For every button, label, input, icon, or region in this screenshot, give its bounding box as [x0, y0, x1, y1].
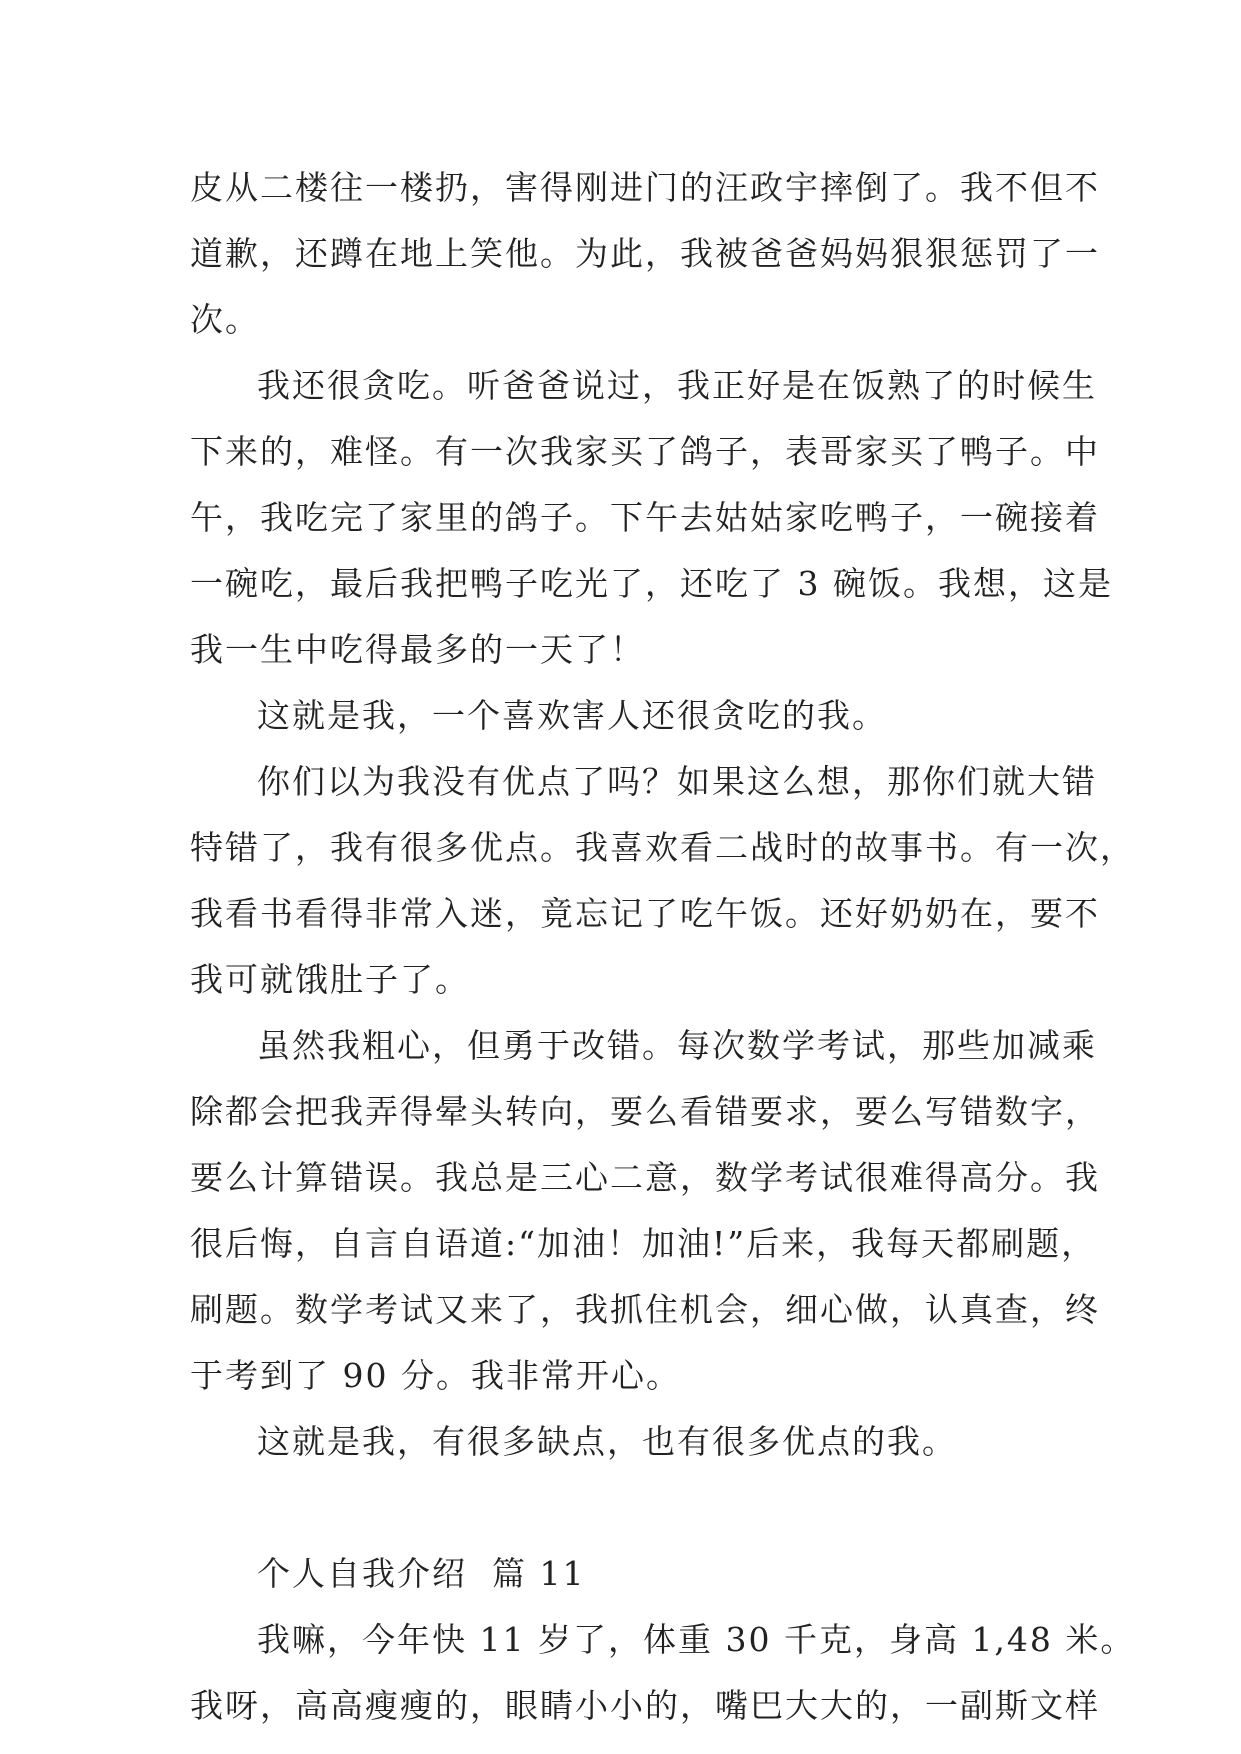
paragraph-line: 刷题。数学考试又来了，我抓住机会，细心做，认真查，终: [190, 1290, 1100, 1329]
paragraph-line: 这就是我，一个喜欢害人还很贪吃的我。: [257, 696, 887, 735]
paragraph-line: 除都会把我弄得晕头转向，要么看错要求，要么写错数字，: [190, 1092, 1100, 1131]
paragraph-line: 一碗吃，最后我把鸭子吃光了，还吃了 3 碗饭。我想，这是: [190, 564, 1113, 603]
paragraph-line: 于考到了 90 分。我非常开心。: [190, 1356, 681, 1395]
paragraph-line: 很后悔，自言自语道:“加油！加油!”后来，我每天都刷题，: [190, 1224, 1097, 1263]
paragraph-line: 皮从二楼往一楼扔，害得刚进门的汪政宇摔倒了。我不但不: [190, 168, 1100, 207]
paragraph-line: 道歉，还蹲在地上笑他。为此，我被爸爸妈妈狠狠惩罚了一: [190, 234, 1100, 273]
paragraph-line: 我嘛，今年快 11 岁了，体重 30 千克，身高 1,48 米。: [257, 1620, 1136, 1659]
paragraph-line: 次。: [190, 300, 260, 339]
paragraph-line: 这就是我，有很多缺点，也有很多优点的我。: [257, 1422, 957, 1461]
section-heading: 个人自我介绍 篇 11: [257, 1554, 586, 1593]
paragraph-line: 下来的，难怪。有一次我家买了鸽子，表哥家买了鸭子。中: [190, 432, 1100, 471]
paragraph-line: 特错了，我有很多优点。我喜欢看二战时的故事书。有一次，: [190, 828, 1135, 867]
paragraph-line: 要么计算错误。我总是三心二意，数学考试很难得高分。我: [190, 1158, 1100, 1197]
paragraph-line: 我还很贪吃。听爸爸说过，我正好是在饭熟了的时候生: [257, 366, 1097, 405]
paragraph-line: 午，我吃完了家里的鸽子。下午去姑姑家吃鸭子，一碗接着: [190, 498, 1100, 537]
paragraph-line: 我一生中吃得最多的一天了！: [190, 630, 645, 669]
paragraph-line: 虽然我粗心，但勇于改错。每次数学考试，那些加减乘: [257, 1026, 1097, 1065]
paragraph-line: 你们以为我没有优点了吗？如果这么想，那你们就大错: [257, 762, 1097, 801]
paragraph-line: 我看书看得非常入迷，竟忘记了吃午饭。还好奶奶在，要不: [190, 894, 1100, 933]
paragraph-line: 我呀，高高瘦瘦的，眼睛小小的，嘴巴大大的，一副斯文样: [190, 1686, 1100, 1725]
paragraph-line: 我可就饿肚子了。: [190, 960, 470, 999]
